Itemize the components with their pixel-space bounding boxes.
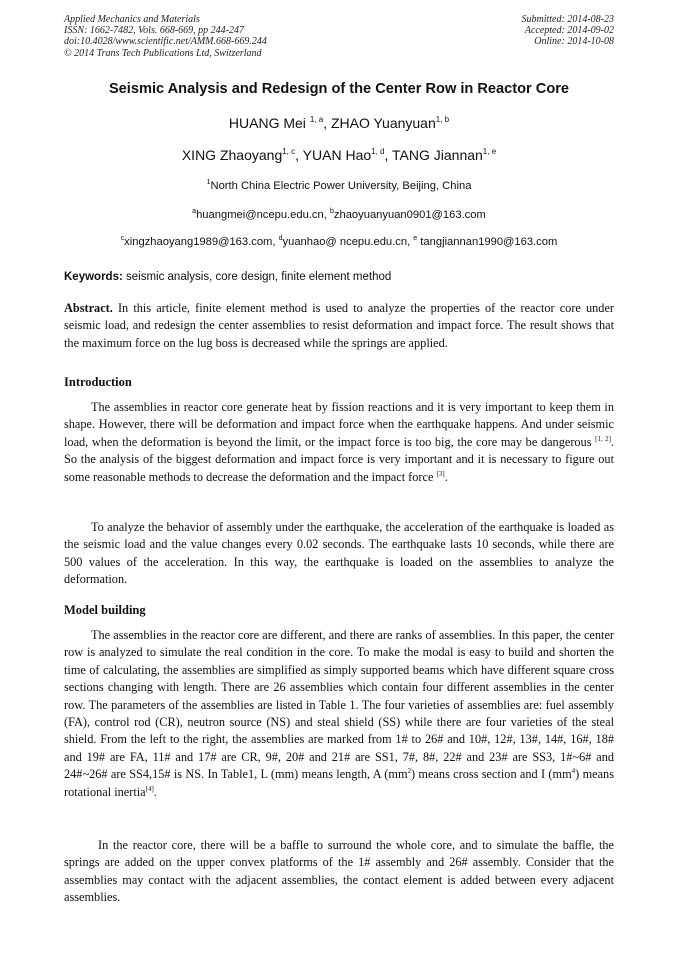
paragraph-text: . So the analysis of the biggest deformation and impact force is very important and it is necessary to figure out some reasonable methods to decrease the deformation and the impact force xyxy=(64,434,614,484)
citation: [1, 2] xyxy=(595,434,611,443)
intro-paragraph-2 xyxy=(64,519,614,589)
affiliation-text: North China Electric Power University, Beijing, China xyxy=(210,180,472,192)
model-paragraph-1 xyxy=(64,627,614,801)
author-sup: 1, b xyxy=(435,115,450,124)
email: yuanhao@ ncepu.edu.cn, xyxy=(282,236,414,248)
paragraph-text: ) means cross section and I (mm xyxy=(411,767,572,782)
emails-line-2 xyxy=(0,236,678,248)
author-sup: 1, e xyxy=(482,147,497,156)
abstract-text: In this article, finite element method is used to analyze the properties of the reactor core under seismic load, and redesign the center assemblies to resist deformation and impact force. The result shows that the maximum force on the lug boss is decreased while the springs are applied. xyxy=(64,301,614,350)
author-name: TANG Jiannan xyxy=(392,147,483,163)
author-sup: 1, a xyxy=(309,115,324,124)
author-name: HUANG Mei xyxy=(228,115,310,131)
model-paragraph-2 xyxy=(64,837,614,907)
affiliation-sup: 1 xyxy=(206,179,211,186)
email-sup: c xyxy=(120,235,125,242)
paragraph-text: . xyxy=(153,784,157,799)
submitted-date: Submitted: 2014-08-23 xyxy=(521,14,614,25)
issn: ISSN: 1662-7482, Vols. 668-669, pp 244-247 xyxy=(64,25,244,37)
abstract-label: Abstract. xyxy=(64,301,113,315)
copyright: © 2014 Trans Tech Publications Ltd, Switzerland xyxy=(64,47,262,59)
superscript: 4 xyxy=(571,767,576,776)
superscript: 2 xyxy=(407,767,412,776)
keywords-label: Keywords: xyxy=(64,271,123,283)
section-heading-model-building: Model building xyxy=(64,603,146,617)
email-sup: b xyxy=(329,208,334,215)
intro-paragraph-1 xyxy=(64,399,614,486)
author-sup: 1, d xyxy=(371,147,385,156)
online-date: Online: 2014-10-08 xyxy=(534,36,614,48)
publication-dates xyxy=(522,14,615,48)
emails-line-1 xyxy=(0,209,678,221)
citation: [3] xyxy=(436,469,445,478)
author-sup: 1, c xyxy=(282,147,296,156)
citation: [4] xyxy=(145,784,154,793)
email-sup: d xyxy=(278,235,283,242)
keywords-text: seismic analysis, core design, finite element method xyxy=(122,271,392,283)
journal-name: Applied Mechanics and Materials xyxy=(64,14,200,25)
author-separator: , xyxy=(295,147,303,163)
author-name: ZHAO Yuanyuan xyxy=(330,115,436,131)
keywords xyxy=(64,271,391,283)
author-name: XING Zhaoyang xyxy=(181,147,283,163)
paragraph-text: The assemblies in the reactor core are different, and there are ranks of assemblies. In this paper, the center row is analyzed to simulate the real condition in the core. To make the modal is easy to build and shorten the time of calculating, the assemblies are simplified as simply supported beams which have different square cross sections changing with length. There are 26 assemblies which contain four different assemblies in the center row. The parameters of the assemblies are listed in Table 1. The four varieties of assemblies are: fuel assembly (FA), control rod (CR), neutron source (NS) and steal shield (SS) while there are four varieties of the steal shield. From the left to the right, the assemblies are marked from 1# to 26# and 10#, 12#, 13#, 14#, 16#, 18# and 19# are FA, 11# and 17# are CR, 9#, 20# and 21# are SS1, 7#, 8#, 22# and 23# are SS3, 1#~6# and 24#~26# are SS4,15# is NS. In Table1, L (mm) means length, A (mm xyxy=(64,628,614,782)
authors-line-2 xyxy=(0,147,678,163)
email-sup: a xyxy=(192,208,197,215)
email: xingzhaoyang1989@163.com, xyxy=(124,236,279,248)
author-separator: , xyxy=(323,115,331,131)
affiliation xyxy=(0,180,678,192)
authors-line-1 xyxy=(0,115,678,131)
email: zhaoyuanyuan0901@163.com xyxy=(333,209,486,221)
journal-info xyxy=(64,14,267,59)
paragraph-text: . xyxy=(444,469,448,484)
accepted-date: Accepted: 2014-09-02 xyxy=(524,25,614,37)
author-separator: , xyxy=(384,147,393,163)
email: tangjiannan1990@163.com xyxy=(417,236,558,248)
section-heading-introduction: Introduction xyxy=(64,375,132,389)
email-sup: e xyxy=(413,235,418,242)
paragraph-text: ) means rotational inertia xyxy=(64,767,614,799)
email: huangmei@ncepu.edu.cn, xyxy=(196,209,330,221)
author-name: YUAN Hao xyxy=(302,147,372,163)
doi: doi:10.4028/www.scientific.net/AMM.668-669.244 xyxy=(64,36,267,48)
paper-title: Seismic Analysis and Redesign of the Center Row in Reactor Core xyxy=(108,81,570,97)
paragraph-text: To analyze the behavior of assembly under the earthquake, the acceleration of the earthquake is loaded as the seismic load and the value changes every 0.02 seconds. The earthquake lasts 10 seconds, while there are 500 values of the acceleration. In this way, the earthquake is loaded on the assemblies to analyze the deformation. xyxy=(64,520,614,587)
abstract xyxy=(64,300,614,352)
paragraph-text: The assemblies in reactor core generate heat by fission reactions and it is very important to keep them in shape. However, there will be deformation and impact force when the earthquake happens. And under seismic load, when the deformation is beyond the limit, or the impact force is too big, the core may be dangerous xyxy=(64,400,614,449)
paragraph-text: In the reactor core, there will be a baffle to surround the whole core, and to simulate the baffle, the springs are added on the upper convex platforms of the 1# assembly and 26# assembly. Consider that the assemblies may contact with the adjacent assemblies, the contact element is added between every adjacent assemblies. xyxy=(64,838,614,905)
